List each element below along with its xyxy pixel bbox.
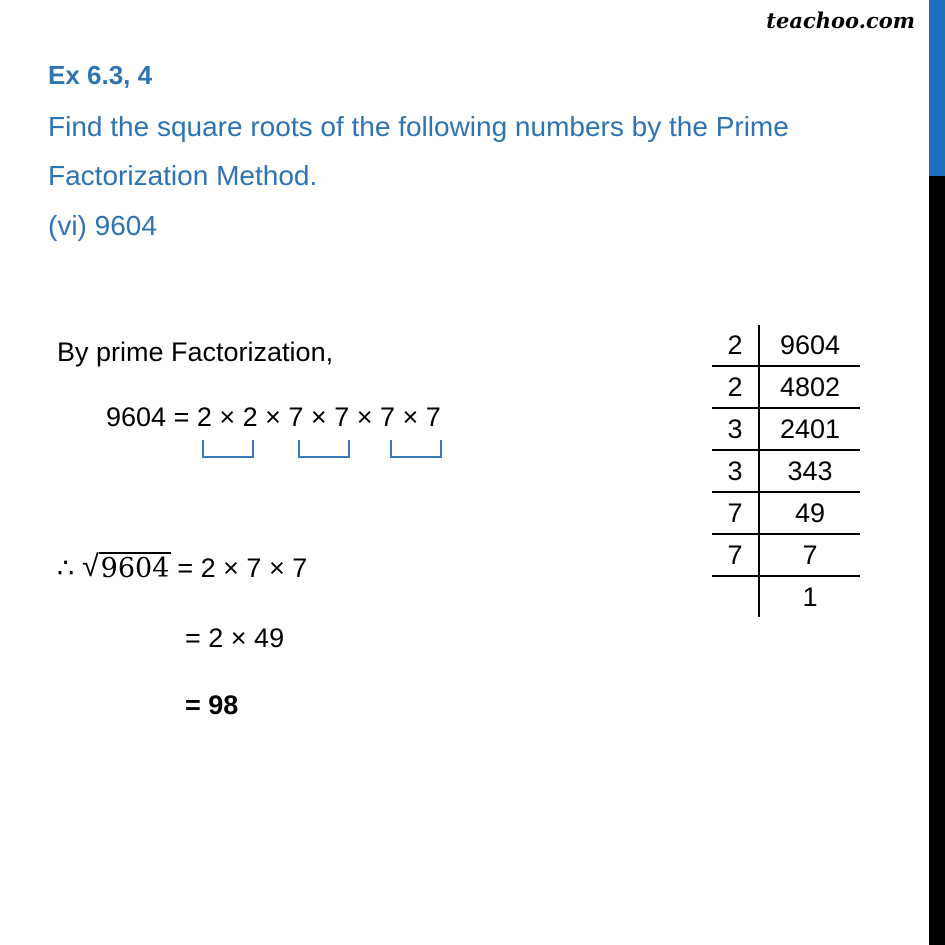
table-row — [712, 366, 860, 408]
final-answer: = 98 — [185, 690, 239, 720]
table-row — [712, 408, 860, 450]
radicand: 9604 — [100, 553, 170, 584]
brand-logo: teachoo.com — [766, 8, 915, 33]
table-row — [712, 492, 860, 534]
divisor-cell — [712, 576, 759, 617]
quotient-cell: 1 — [802, 581, 818, 612]
therefore-symbol: ∴ — [57, 552, 75, 583]
question-line-2: Factorization Method. — [48, 160, 318, 191]
radical-sign-icon: √ — [82, 550, 99, 583]
divisor-cell: 3 — [712, 450, 759, 492]
pair-bracket-3 — [390, 440, 442, 458]
solution-intro: By prime Factorization, — [57, 337, 334, 367]
divisor-cell: 7 — [712, 534, 759, 576]
factorization-expression: 9604 = 2 × 2 × 7 × 7 × 7 × 7 — [106, 402, 441, 432]
root-result-step-2: = 2 × 49 — [185, 623, 285, 653]
square-root-line — [57, 552, 307, 584]
quotient-cell: 9604 — [759, 325, 860, 366]
quotient-cell: 49 — [759, 492, 860, 534]
quotient-cell: 343 — [759, 450, 860, 492]
table-row — [712, 325, 860, 366]
quotient-cell: 2401 — [759, 408, 860, 450]
question-line-3: (vi) 9604 — [48, 210, 157, 241]
quotient-cell: 7 — [759, 534, 860, 576]
exercise-title: Ex 6.3, 4 — [48, 60, 153, 90]
factorization-table — [712, 325, 860, 617]
square-root-expression — [82, 552, 171, 584]
divisor-cell: 7 — [712, 492, 759, 534]
root-result-step-1: = 2 × 7 × 7 — [177, 552, 308, 583]
divisor-cell: 2 — [712, 325, 759, 366]
table-row — [712, 576, 860, 617]
pair-bracket-2 — [298, 440, 350, 458]
quotient-cell: 4802 — [759, 366, 860, 408]
divisor-cell: 2 — [712, 366, 759, 408]
question-line-1: Find the square roots of the following numbers by the Prime — [48, 111, 789, 142]
divisor-cell: 3 — [712, 408, 759, 450]
table-row — [712, 450, 860, 492]
pair-bracket-1 — [202, 440, 254, 458]
scrollbar-thumb[interactable] — [929, 0, 945, 176]
table-row — [712, 534, 860, 576]
